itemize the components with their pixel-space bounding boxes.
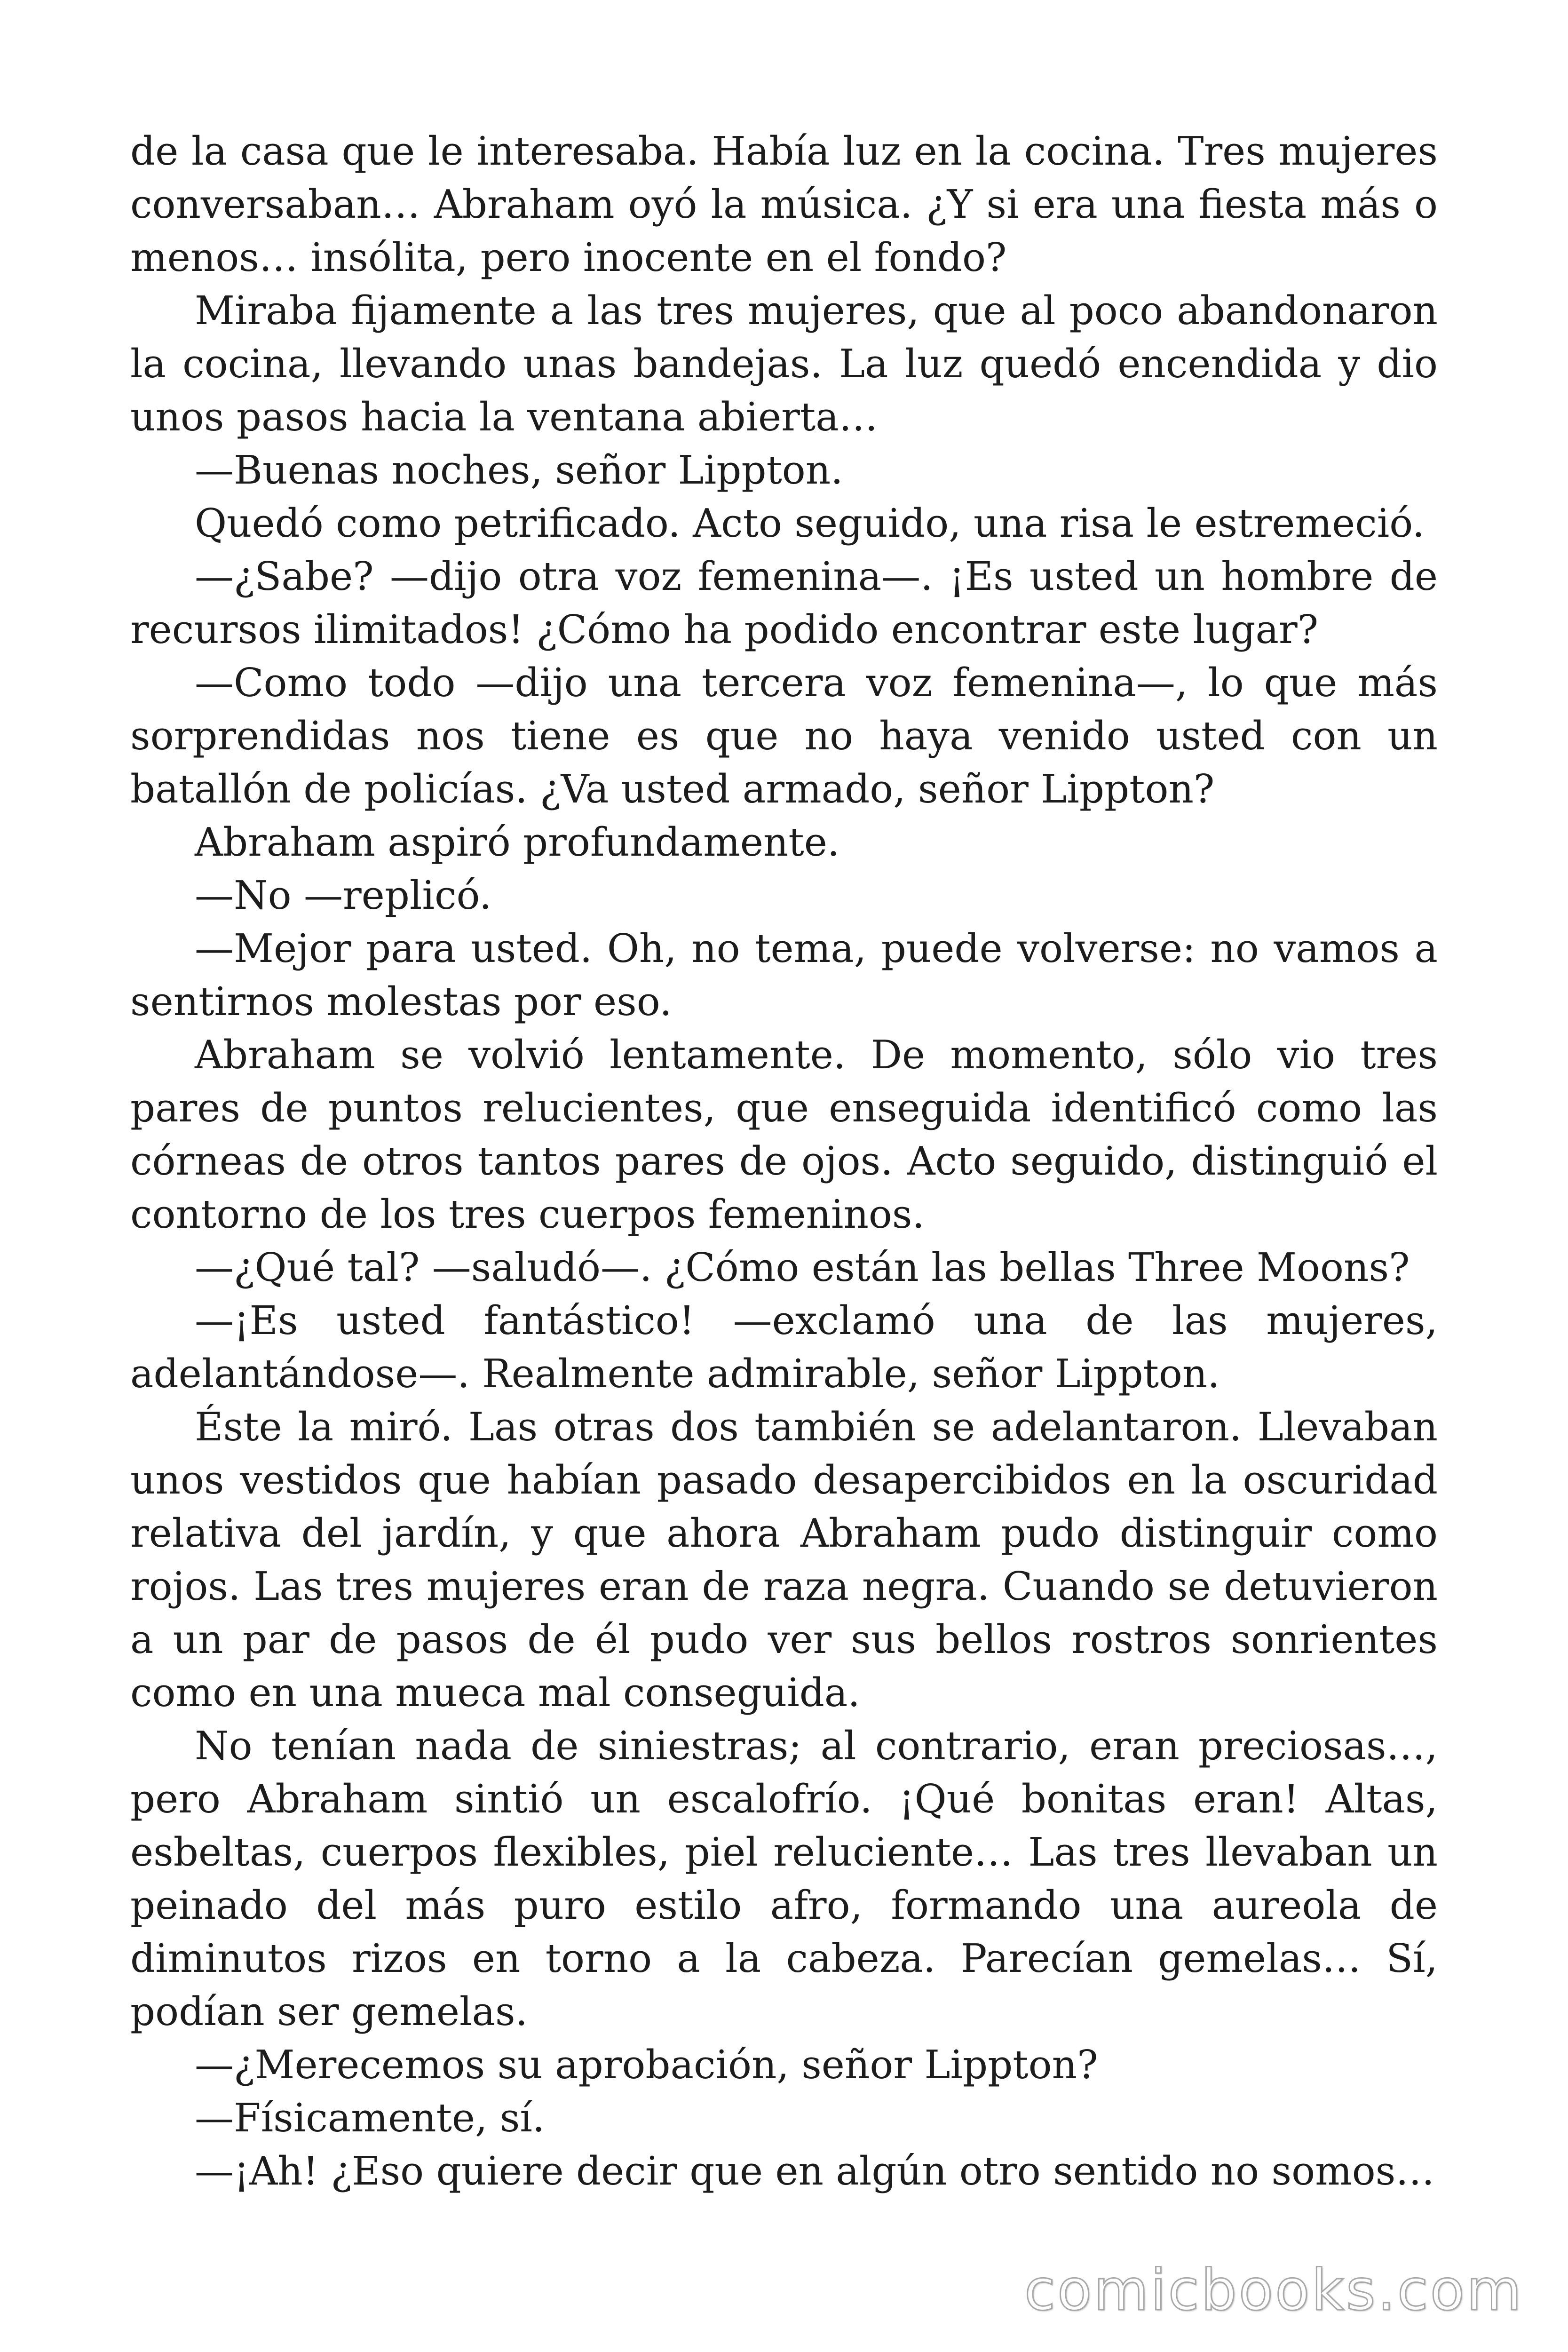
- paragraph-8: —No —replicó.: [195, 873, 492, 918]
- paragraph-16: —Físicamente, sí.: [195, 2095, 545, 2141]
- paragraph-6: —Como todo —dijo una tercera voz femenina—, lo que más sorprendidas nos tiene es que no haya venido usted con un batallón de policías. ¿Va usted armado, señor Lippton?: [130, 660, 1438, 812]
- paragraph-1: de la casa que le interesaba. Había luz en la cocina. Tres mujeres conversaban… Abraham oyó la música. ¿Y si era una fiesta más o menos… insólita, pero inocente en el fondo?: [130, 128, 1438, 280]
- watermark-logo: comicbooks.com: [1024, 2258, 1523, 2323]
- paragraph-14: No tenían nada de siniestras; al contrario, eran preciosas…, pero Abraham sintió un escalofrío. ¡Qué bonitas eran! Altas, esbeltas, cuerpos flexibles, piel reluciente… Las tres llevaban un peinado del más puro estilo afro, formando una aureola de diminutos rizos en torno a la cabeza. Parecían gemelas… Sí, podían ser gemelas.: [130, 1723, 1438, 2034]
- paragraph-11: —¿Qué tal? —saludó—. ¿Cómo están las bellas Three Moons?: [195, 1245, 1410, 1290]
- paragraph-10: Abraham se volvió lentamente. De momento, sólo vio tres pares de puntos relucientes, que enseguida identificó como las córneas de otros tantos pares de ojos. Acto seguido, distinguió el contorno de los tres cuerpos femeninos.: [130, 1032, 1438, 1237]
- paragraph-7: Abraham aspiró profundamente.: [195, 819, 840, 865]
- paragraph-15: —¿Merecemos su aprobación, señor Lippton?: [195, 2042, 1098, 2088]
- paragraph-9: —Mejor para usted. Oh, no tema, puede volverse: no vamos a sentirnos molestas por eso.: [130, 926, 1438, 1025]
- paragraph-4: Quedó como petrificado. Acto seguido, una risa le estremeció.: [195, 501, 1425, 546]
- paragraph-5: —¿Sabe? —dijo otra voz femenina—. ¡Es usted un hombre de recursos ilimitados! ¿Cómo ha podido encontrar este lugar?: [130, 554, 1438, 652]
- paragraph-3: —Buenas noches, señor Lippton.: [195, 447, 843, 493]
- paragraph-13: Éste la miró. Las otras dos también se adelantaron. Llevaban unos vestidos que habían pasado desapercibidos en la oscuridad relativa del jardín, y que ahora Abraham pudo distinguir como rojos. Las tres mujeres eran de raza negra. Cuando se detuvieron a un par de pasos de él pudo ver sus bellos rostros sonrientes como en una mueca mal conseguida.: [130, 1404, 1438, 1716]
- paragraph-12: —¡Es usted fantástico! —exclamó una de las mujeres, adelantándose—. Realmente admirable, señor Lippton.: [130, 1298, 1438, 1397]
- paragraph-2: Miraba fijamente a las tres mujeres, que al poco abandonaron la cocina, llevando unas bandejas. La luz quedó encendida y dio unos pasos hacia la ventana abierta…: [130, 288, 1438, 440]
- paragraph-17: —¡Ah! ¿Eso quiere decir que en algún otro sentido no somos…: [195, 2148, 1435, 2194]
- page-body: [130, 125, 1438, 2198]
